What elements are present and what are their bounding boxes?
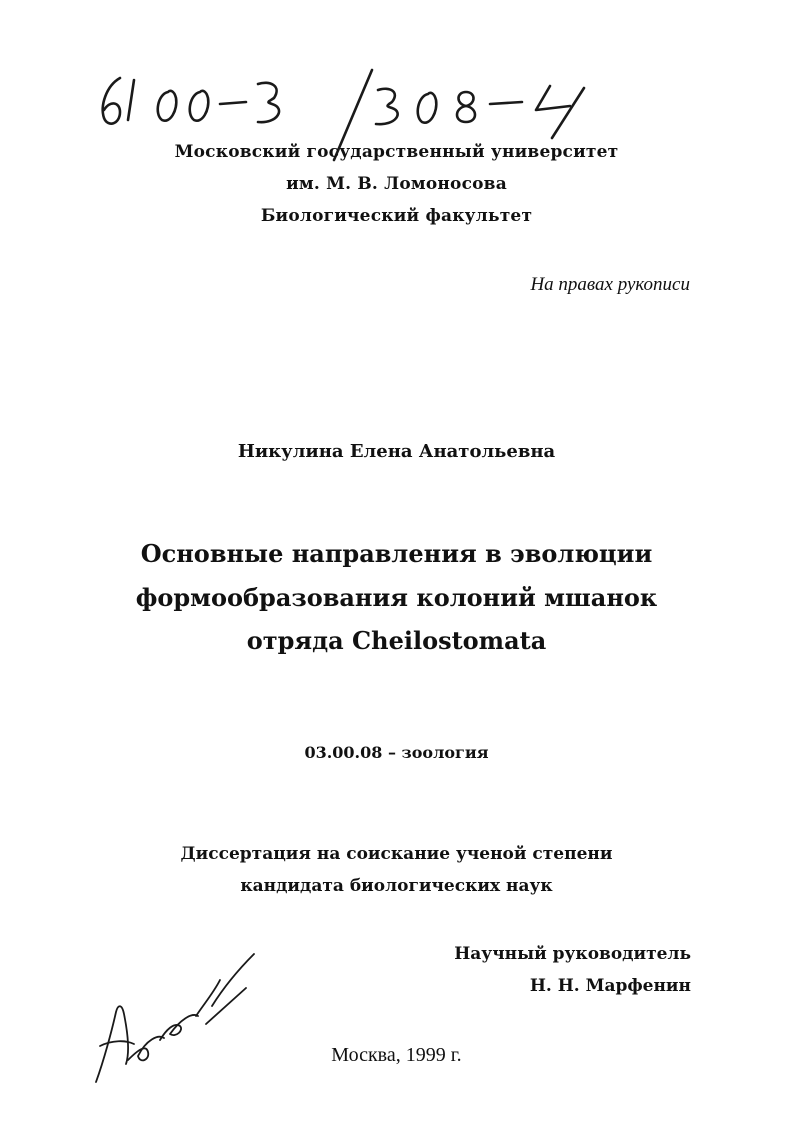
rights-note: На правах рукописи: [530, 274, 690, 295]
thesis-title-line-1: Основные направления в эволюции: [140, 539, 653, 568]
thesis-title-line-2: формообразования колоний мшанок: [135, 583, 658, 612]
author-name: Никулина Елена Анатольевна: [237, 441, 556, 462]
university-honorific: им. М. В. Ломоносова: [286, 174, 507, 194]
place-and-year: Москва, 1999 г.: [331, 1044, 462, 1066]
university-name: Московский государственный университет: [174, 142, 619, 162]
supervisor-role: Научный руководитель: [454, 944, 691, 964]
specialty-code: 03.00.08 – зоология: [304, 743, 489, 762]
thesis-title-line-3: отряда Cheilostomata: [246, 626, 547, 655]
degree-line-2: кандидата биологических наук: [240, 876, 553, 896]
faculty-name: Биологический факультет: [260, 206, 533, 226]
degree-line-1: Диссертация на соискание ученой степени: [180, 844, 613, 864]
supervisor-name: Н. Н. Марфенин: [529, 976, 691, 996]
